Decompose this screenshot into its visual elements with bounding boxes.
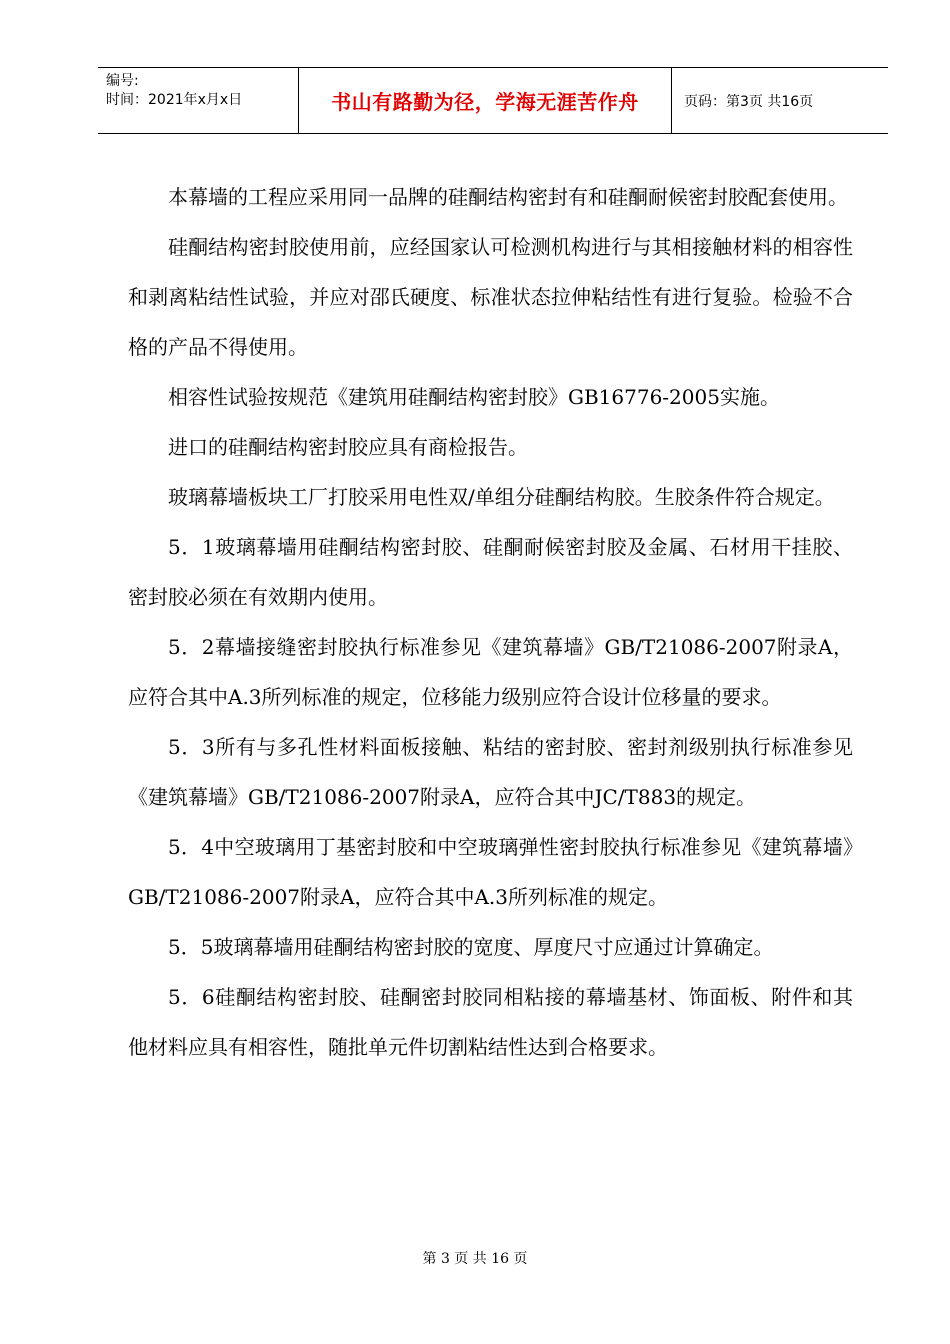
paragraph: 进口的硅酮结构密封胶应具有商检报告。 [168,435,528,459]
document-number-label: 编号: [106,73,139,89]
paragraph: 5．2幕墙接缝密封胶执行标准参见《建筑幕墙》GB/T21086-2007附录A，应符合其中A.3所列标准的规定，位移能力级别应符合设计位移量的要求。 [128,635,853,709]
document-time-label: 时间：2021年x月x日 [106,92,243,108]
paragraph: 5．6硅酮结构密封胶、硅酮密封胶同相粘接的幕墙基材、饰面板、附件和其他材料应具有相容性，随批单元件切割粘结性达到合格要求。 [128,985,853,1059]
paragraph: 5．4中空玻璃用丁基密封胶和中空玻璃弹性密封胶执行标准参见《建筑幕墙》GB/T21086-2007附录A，应符合其中A.3所列标准的规定。 [128,835,853,909]
header-meta-cell [98,68,299,133]
page-footer [0,1248,950,1268]
paragraph: 5．3所有与多孔性材料面板接触、粘结的密封胶、密封剂级别执行标准参见《建筑幕墙》GB/T21086-2007附录A，应符合其中JC/T883的规定。 [128,735,853,809]
paragraph: 相容性试验按规范《建筑用硅酮结构密封胶》GB16776-2005实施。 [168,385,780,409]
header-motto-cell [299,68,672,133]
document-body [128,172,853,1072]
paragraph: 本幕墙的工程应采用同一品牌的硅酮结构密封有和硅酮耐候密封胶配套使用。 [168,185,848,209]
paragraph: 硅酮结构密封胶使用前，应经国家认可检测机构进行与其相接触材料的相容性和剥离粘结性试验，并应对邵氏硬度、标准状态拉伸粘结性有进行复验。检验不合格的产品不得使用。 [128,235,853,359]
paragraph: 5．1玻璃幕墙用硅酮结构密封胶、硅酮耐候密封胶及金属、石材用干挂胶、密封胶必须在有效期内使用。 [128,535,853,609]
paragraph: 玻璃幕墙板块工厂打胶采用电性双/单组分硅酮结构胶。生胶条件符合规定。 [168,485,835,509]
header-page-cell [672,68,888,133]
paragraph: 5．5玻璃幕墙用硅酮结构密封胶的宽度、厚度尺寸应通过计算确定。 [168,935,774,959]
document-header [98,67,888,134]
footer-page-number: 第 3 页 共 16 页 [422,1251,528,1267]
header-page-info: 页码：第3页 共16页 [684,93,814,110]
header-motto: 书山有路勤为径，学海无涯苦作舟 [331,90,639,114]
